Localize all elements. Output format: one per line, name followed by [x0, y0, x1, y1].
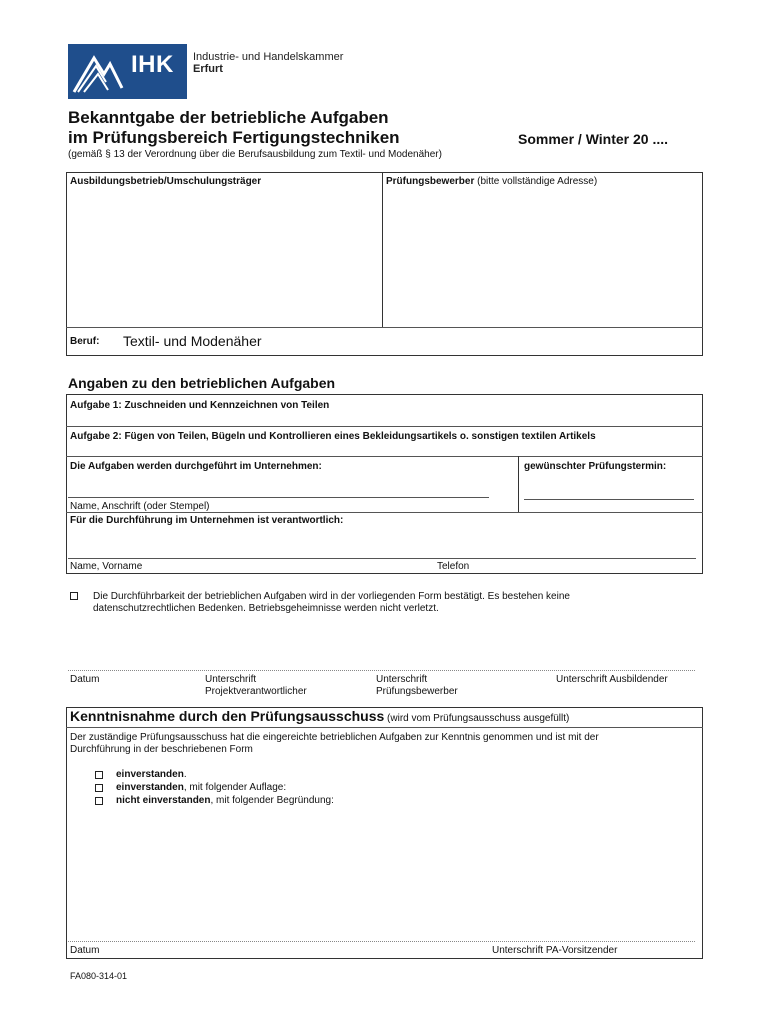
name-address-caption: Name, Anschrift (oder Stempel) [70, 501, 210, 512]
committee-heading: Kenntnisnahme durch den Prüfungsausschuss (wird vom Prüfungsausschuss ausgefüllt) [70, 708, 570, 724]
exam-date-label: gewünschter Prüfungstermin: [524, 461, 667, 472]
committee-text-line1: Der zuständige Prüfungsausschuss hat die eingereichte betrieblichen Aufgaben zur Kenntnis genommen und ist mit der [70, 732, 599, 743]
option-agree-condition-checkbox[interactable] [95, 784, 103, 792]
beruf-label: Beruf: [70, 336, 100, 347]
sig-datum: Datum [70, 674, 100, 685]
responsible-label: Für die Durchführung im Unternehmen ist verantwortlich: [70, 515, 344, 526]
confirm-checkbox[interactable] [70, 592, 78, 600]
beruf-value: Textil- und Modenäher [123, 333, 262, 349]
season-field[interactable]: Sommer / Winter 20 .... [518, 131, 669, 147]
confirm-text-line2: datenschutzrechtlichen Bedenken. Betriebsgeheimnisse werden nicht verletzt. [93, 603, 439, 614]
committee-signature-line[interactable] [68, 941, 695, 942]
tasks-sep2 [66, 456, 703, 457]
parties-separator [66, 327, 703, 328]
company-label: Die Aufgaben werden durchgeführt im Unternehmen: [70, 461, 322, 472]
option-agree-label: einverstanden. [116, 769, 187, 780]
candidate-label: Prüfungsbewerber (bitte vollständige Adresse) [386, 176, 598, 187]
option-disagree-checkbox[interactable] [95, 797, 103, 805]
sig-candidate-line2: Prüfungsbewerber [376, 686, 458, 697]
candidate-field[interactable] [383, 192, 702, 326]
tasks-sep3 [66, 512, 703, 513]
committee-signature: Unterschrift PA-Vorsitzender [492, 945, 618, 956]
committee-datum: Datum [70, 945, 100, 956]
committee-text-line2: Durchführung in der beschriebenen Form [70, 744, 253, 755]
sig-trainer: Unterschrift Ausbildender [556, 674, 668, 685]
signature-line[interactable] [68, 670, 695, 671]
tasks-box [66, 394, 703, 574]
committee-sep [66, 727, 703, 728]
trainer-field[interactable] [67, 192, 381, 326]
option-agree-checkbox[interactable] [95, 771, 103, 779]
trainer-label: Ausbildungsbetrieb/Umschulungsträger [70, 176, 262, 187]
subtitle: (gemäß § 13 der Verordnung über die Berufsausbildung zum Textil- und Modenäher) [68, 149, 442, 160]
tasks-divider [518, 456, 519, 512]
option-disagree-label: nicht einverstanden, mit folgender Begründung: [116, 795, 334, 806]
title-line1: Bekanntgabe der betriebliche Aufgaben [68, 108, 389, 127]
sig-project-line1: Unterschrift [205, 674, 257, 685]
sig-project-line2: Projektverantwortlicher [205, 686, 307, 697]
tasks-heading: Angaben zu den betrieblichen Aufgaben [68, 375, 336, 391]
committee-notes-field[interactable] [67, 810, 701, 940]
option-agree-condition-label: einverstanden, mit folgender Auflage: [116, 782, 287, 793]
org-name-line1: Industrie- und Handelskammer [193, 51, 344, 63]
title-line2: im Prüfungsbereich Fertigungstechniken [68, 128, 400, 147]
form-code: FA080-314-01 [70, 971, 128, 981]
org-name-line2: Erfurt [193, 63, 223, 75]
sig-candidate-line1: Unterschrift [376, 674, 428, 685]
task2-label: Aufgabe 2: Fügen von Teilen, Bügeln und Kontrollieren eines Bekleidungsartikels o. sonstigen textilen Artikels [70, 431, 596, 442]
name-vorname-caption: Name, Vorname [70, 561, 143, 572]
tasks-sep1 [66, 426, 703, 427]
logo-text: IHK [131, 51, 174, 78]
telefon-caption: Telefon [437, 561, 470, 572]
exam-date-input-line[interactable] [524, 499, 694, 500]
task1-label: Aufgabe 1: Zuschneiden und Kennzeichnen von Teilen [70, 400, 330, 411]
company-input-line[interactable] [68, 497, 489, 498]
responsible-input-line[interactable] [68, 558, 696, 559]
confirm-text-line1: Die Durchführbarkeit der betrieblichen Aufgaben wird in der vorliegenden Form bestätigt. Es bestehen keine [93, 591, 570, 602]
